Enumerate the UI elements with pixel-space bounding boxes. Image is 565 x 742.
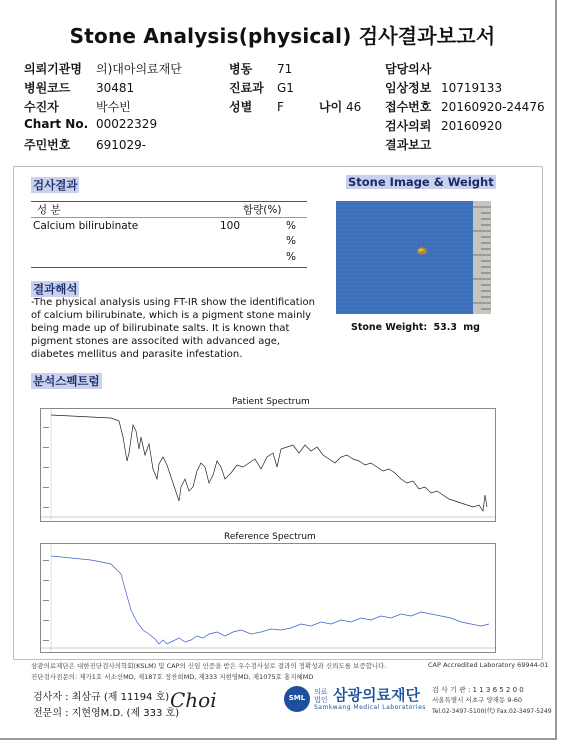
footer-cert-line1: 삼광의료재단은 대한진단검사의학회(KSLM) 및 CAP의 신임 인증을 받은 우수검사실로 결과의 정확성과 신뢰도를 보증합니다.: [31, 662, 387, 670]
result-section-title: 검사결과: [33, 178, 78, 192]
value-sex: F: [277, 100, 284, 114]
org-name: 삼광의료재단: [333, 686, 420, 704]
label-chart-no: Chart No.: [24, 117, 89, 131]
value-department: G1: [277, 81, 294, 95]
label-ward: 병동: [229, 62, 253, 76]
value-request-date: 20160920: [441, 119, 503, 133]
footer-cert-line2: 진단검사전문의: 제가1호 서소선MD, 제187호 정찬희MD, 제333 지현영MD, 제1075호 홍지혜MD: [31, 673, 314, 681]
table-header-rule: [31, 217, 307, 218]
header-right: [385, 60, 545, 155]
org-english-name: Samkwang Medical Laboratories: [314, 704, 426, 711]
value-patient: 박수빈: [96, 100, 131, 114]
stone-weight-unit: mg: [463, 322, 480, 333]
interpretation-section-title: 결과해석: [33, 282, 78, 296]
report-title: Stone Analysis(physical) 검사결과보고서: [69, 24, 496, 48]
institution-number: 검 사 기 관 : 1 1 3 6 5 2 0 0: [432, 686, 524, 694]
table-bottom-rule: [31, 267, 307, 268]
org-phone: Tel.02-3497-5100(代) Fax.02-3497-5249: [432, 708, 552, 715]
label-request-date: 검사의뢰: [385, 119, 432, 133]
label-institution: 의뢰기관명: [24, 62, 82, 76]
reference-spectrum-graphic: [41, 544, 495, 652]
value-age: 46: [346, 100, 362, 114]
specialist: 전문의 : 지현영M.D. (제 333 호): [33, 708, 180, 719]
stone-section-title: Stone Image & Weight: [348, 175, 494, 189]
label-hospital-code: 병원코드: [24, 81, 71, 95]
org-small-label: 의료 법인: [314, 688, 328, 704]
reference-spectrum-plot: [40, 543, 496, 653]
examiner: 검사자 : 최삼규 (제 11194 호): [33, 692, 170, 703]
stone-weight: [351, 322, 480, 333]
value-hospital-code: 30481: [96, 81, 135, 95]
stone-weight-value: 53.3: [433, 322, 457, 333]
label-doctor: 담당의사: [385, 62, 432, 76]
org-logo-icon: SML: [284, 686, 310, 712]
value-ward: 71: [277, 62, 293, 76]
label-age: 나이: [319, 100, 343, 114]
label-receipt-no: 접수번호: [385, 100, 432, 114]
value-resident-no: 691029-: [96, 138, 147, 152]
stone-photo: [336, 201, 491, 314]
value-chart-no: 00022329: [96, 117, 158, 131]
patient-spectrum-graphic: [41, 409, 495, 521]
spectrum-section-title: 분석스펙트럼: [33, 374, 100, 388]
signature: Choi: [170, 688, 217, 712]
interpretation-text: -The physical analysis using FT-IR show the identification of calcium bilirubinate, which is a pigment stone mainly being made up of bilirubinate salts. It is known that pigment stones are associted with advanced age, diabetes mellitus and parasite infestation.: [31, 297, 315, 360]
label-sex: 성별: [229, 100, 253, 114]
patient-spectrum-title: Patient Spectrum: [232, 397, 310, 407]
header-mid: [229, 60, 361, 117]
label-report-date: 결과보고: [385, 138, 432, 152]
value-institution: 의)대아의료재단: [96, 62, 182, 76]
header-left: [24, 60, 182, 155]
label-patient: 수진자: [24, 100, 59, 114]
value-receipt-no: 20160920-24476: [441, 100, 545, 114]
row-unit: %: [286, 220, 296, 232]
col-component-header: 성 분: [37, 204, 61, 216]
label-clinical-info: 임상정보: [385, 81, 432, 95]
label-resident-no: 주민번호: [24, 138, 71, 152]
col-content-header: 함량(%): [243, 204, 282, 216]
row-component: Calcium bilirubinate: [33, 220, 139, 232]
label-department: 진료과: [229, 81, 264, 95]
stone-weight-label: Stone Weight:: [351, 322, 428, 333]
row-value: 100: [220, 220, 241, 232]
row-unit: %: [286, 235, 296, 247]
patient-spectrum-plot: [40, 408, 496, 522]
row-unit: %: [286, 251, 296, 263]
stone-photo-graphic: [336, 201, 491, 314]
footer-cap: CAP Accredited Laboratory 69944-01: [428, 661, 549, 669]
value-clinical-info: 10719133: [441, 81, 503, 95]
reference-spectrum-title: Reference Spectrum: [224, 532, 316, 542]
org-address: 서울특별시 서초구 양재동 9-60: [432, 696, 523, 704]
